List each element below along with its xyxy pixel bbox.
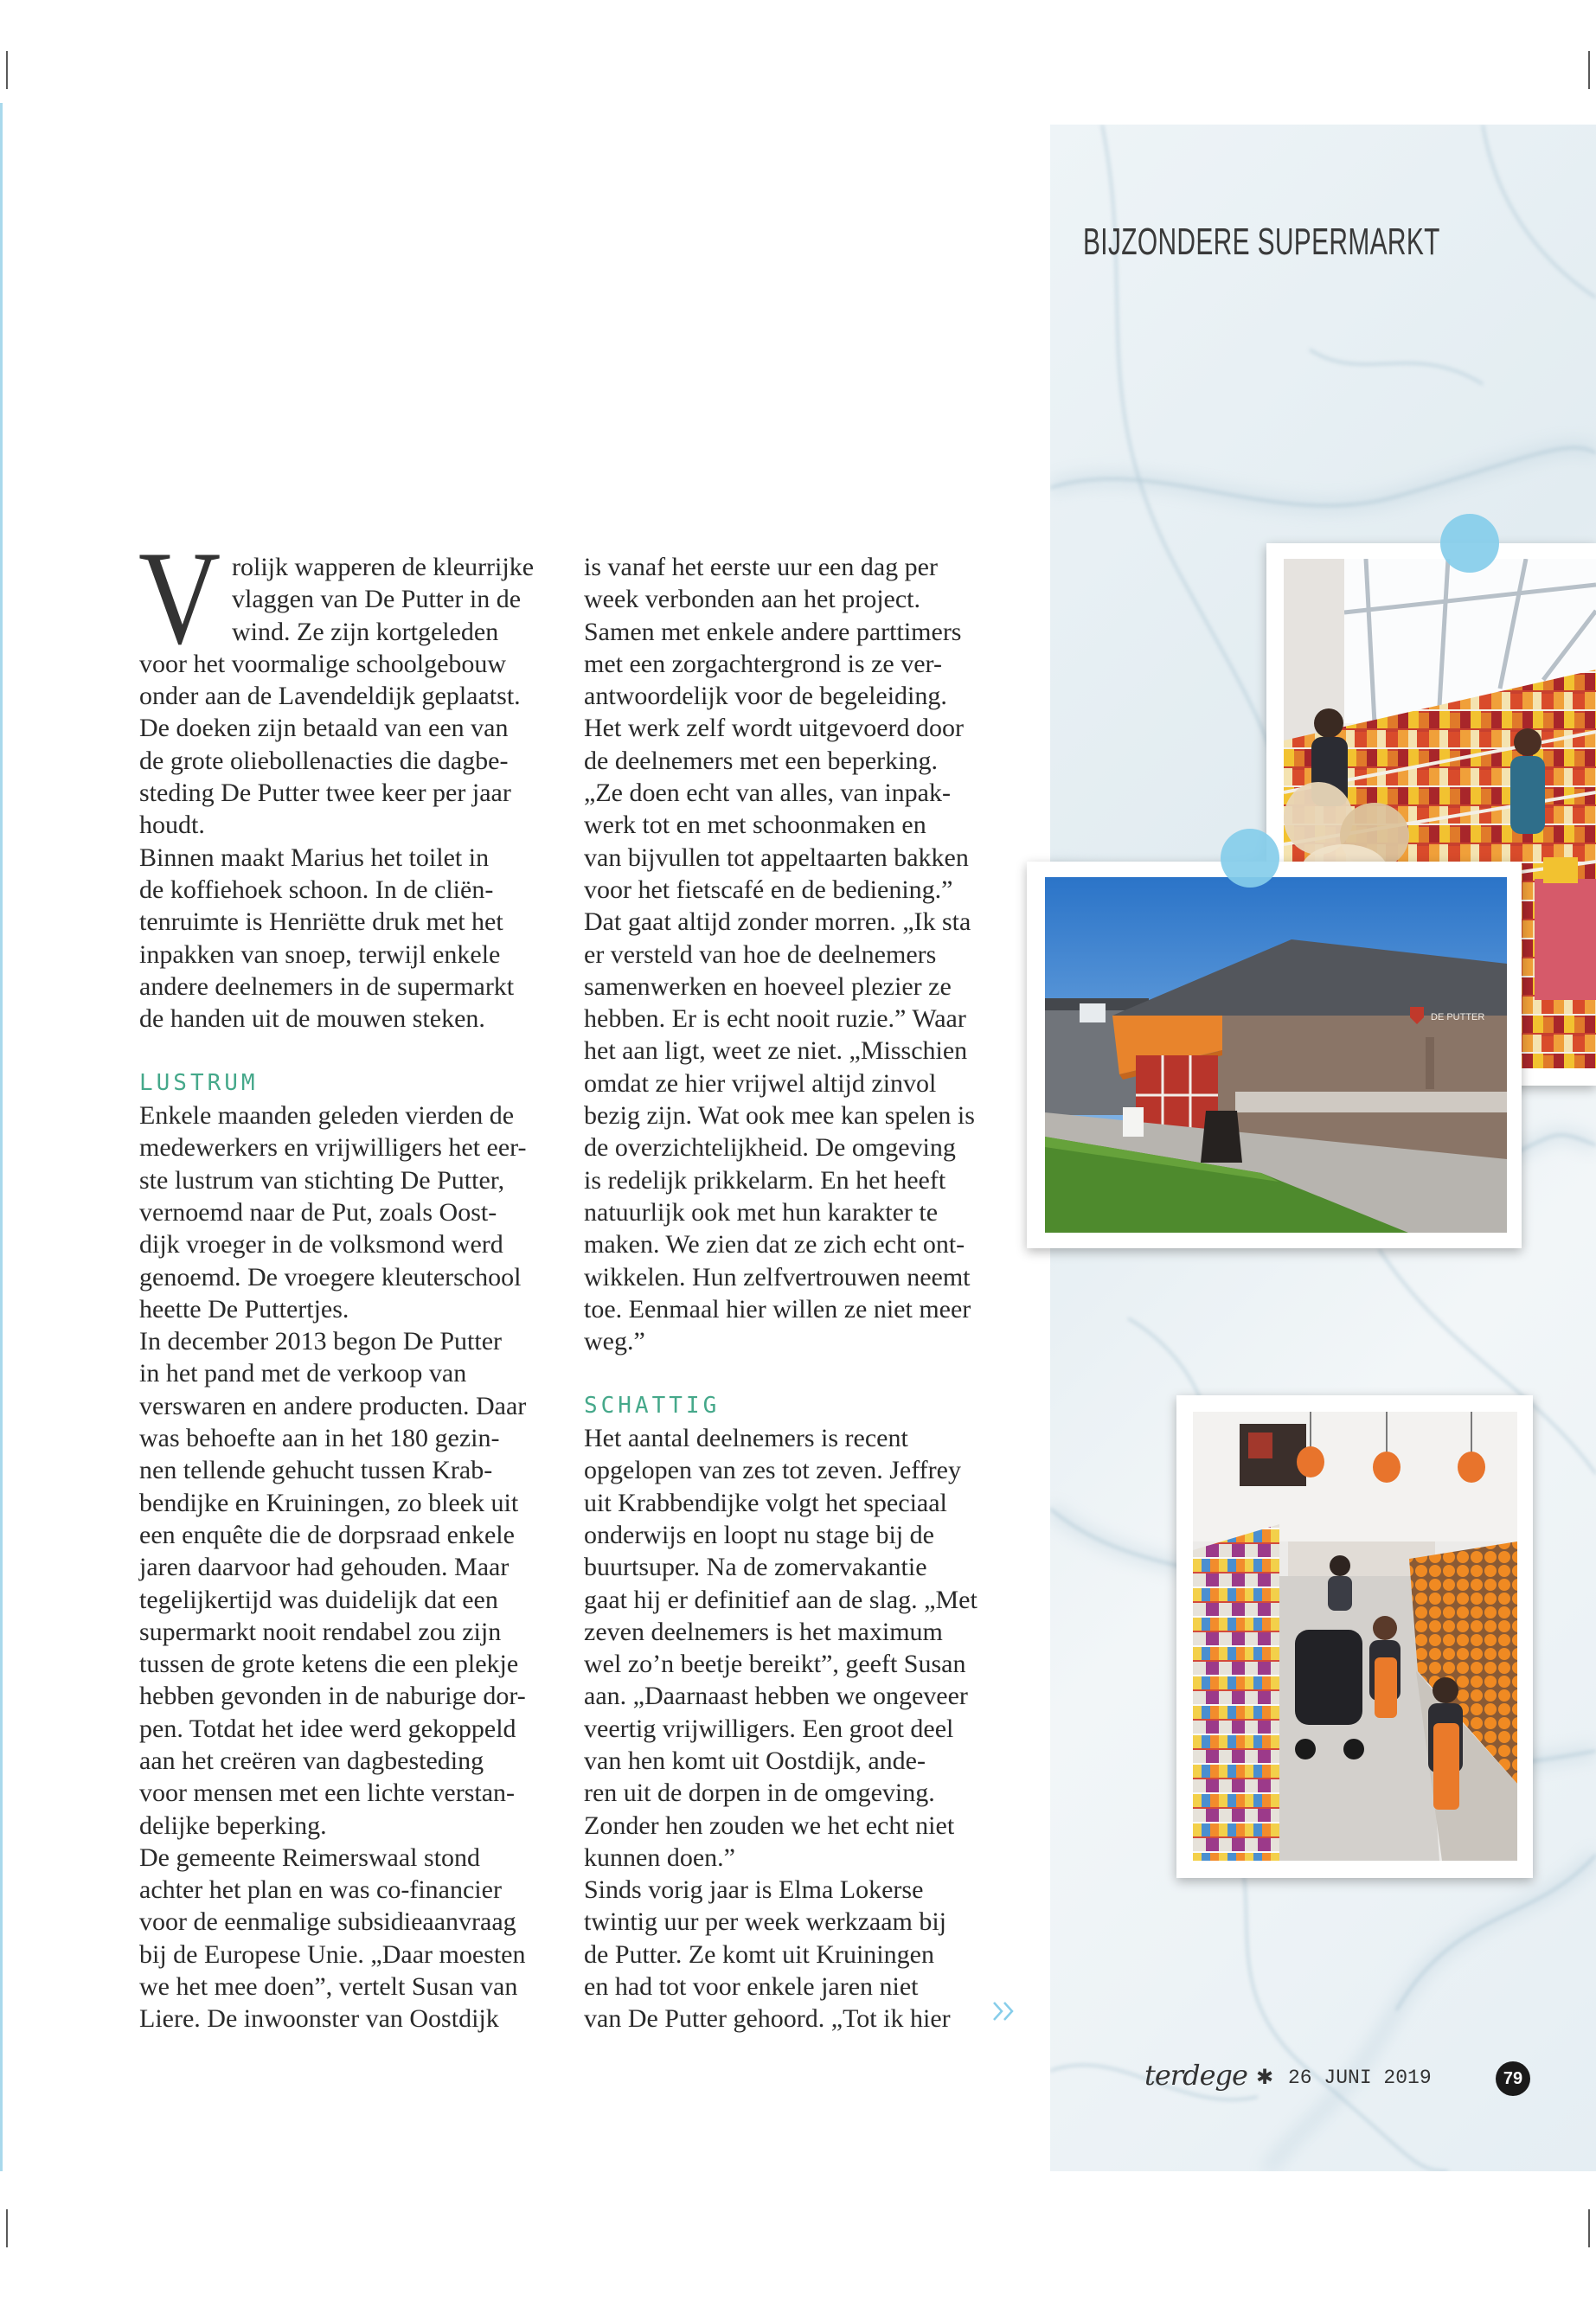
body-text-line: kunnen doen.”: [584, 1843, 735, 1872]
body-text-line: ste lustrum van stichting De Putter,: [139, 1165, 505, 1195]
body-text-line: ren uit de dorpen in de omgeving.: [584, 1779, 935, 1808]
article-column-1: [138, 523, 542, 2035]
body-text-line: De doeken zijn betaald van een van: [139, 714, 509, 743]
crop-mark-top-left: [6, 51, 8, 89]
body-text-line: er versteld van hoe de deelnemers: [584, 939, 937, 969]
accent-dot: [1440, 514, 1499, 573]
body-text-line: samenwerken en hoeveel plezier ze: [584, 971, 952, 1001]
body-text-line: bezig zijn. Wat ook mee kan spelen is: [584, 1101, 975, 1131]
crop-mark-bottom-left: [6, 2209, 8, 2247]
body-text-line: delijke beperking.: [139, 1811, 327, 1840]
body-text-line: opgelopen van zes tot zeven. Jeffrey: [584, 1456, 961, 1485]
body-text-line: een enquête die de dorpsraad enkele: [139, 1520, 515, 1549]
body-text-line: veertig vrijwilligers. Een groot deel: [584, 1714, 954, 1743]
paragraph-gap: [584, 1357, 990, 1389]
crop-mark-top-right: [1588, 51, 1590, 89]
body-text-line: de Putter. Ze komt uit Kruiningen: [584, 1939, 934, 1969]
subheading-lustrum: LUSTRUM: [139, 1069, 259, 1096]
body-text-line: Sinds vorig jaar is Elma Lokerse: [584, 1875, 924, 1905]
body-text-line: natuurlijk ook met hun karakter te: [584, 1197, 939, 1227]
page-number: 79: [1496, 2061, 1530, 2096]
building-sign-text: DE PUTTER: [1431, 1012, 1485, 1022]
body-text-line: het aan ligt, weet ze niet. „Misschien: [584, 1036, 968, 1066]
accent-dot: [1221, 829, 1279, 888]
body-text-line: aan. „Daarnaast hebben we ongeveer: [584, 1682, 968, 1711]
body-text-line: vlaggen van De Putter in de: [232, 585, 522, 614]
body-text-line: supermarkt nooit rendabel zou zijn: [139, 1617, 502, 1646]
body-text-line: Binnen maakt Marius het toilet in: [139, 843, 490, 872]
body-text-line: de grote oliebollenacties die dagbe-: [139, 746, 509, 775]
body-text-line: Liere. De inwoonster van Oostdijk: [139, 2004, 499, 2034]
body-text-line: we het mee doen”, vertelt Susan van: [139, 1972, 518, 2002]
body-text-line: bendijke en Kruiningen, zo bleek uit: [139, 1488, 519, 1517]
body-text-line: week verbonden aan het project.: [584, 585, 920, 614]
body-text-line: van bijvullen tot appeltaarten bakken: [584, 843, 969, 872]
body-text-line: is vanaf het eerste uur een dag per: [584, 553, 938, 581]
body-text-line: steding De Putter twee keer per jaar: [139, 779, 511, 808]
body-text-line: Dat gaat altijd zonder morren. „Ik sta: [584, 907, 971, 937]
body-text-line: voor het voormalige schoolgebouw: [139, 649, 507, 678]
photo-building-exterior: [1027, 862, 1522, 1248]
body-text-line: wind. Ze zijn kortgeleden: [232, 617, 499, 646]
body-text-line: maken. We zien dat ze zich echt ont-: [584, 1230, 965, 1259]
body-text-line: werk tot en met schoonmaken en: [584, 811, 926, 840]
column-2-body-text: [584, 1422, 990, 2035]
magazine-name: terdege: [1144, 2059, 1247, 2092]
page-edge-rule: [0, 103, 3, 2171]
body-text-line: Enkele maanden geleden vierden de: [139, 1101, 515, 1131]
body-text-line: voor het fietscafé en de bediening.”: [584, 875, 953, 904]
body-text-line: in het pand met de verkoop van: [139, 1359, 467, 1388]
body-text-line: met een zorgachtergrond is ze ver-: [584, 649, 942, 678]
body-text-line: wikkelen. Hun zelfvertrouwen neemt: [584, 1262, 971, 1292]
section-label: BIJZONDERE SUPERMARKT: [1083, 221, 1440, 263]
body-text-line: de deelnemers met een beperking.: [584, 746, 938, 775]
column-1-body-text: [139, 1099, 542, 2035]
body-text-line: omdat ze hier vrijwel altijd zinvol: [584, 1068, 937, 1098]
body-text-line: tussen de grote ketens die een plekje: [139, 1650, 519, 1679]
body-text-line: verswaren en andere producten. Daar: [139, 1391, 527, 1420]
body-text-line: achter het plan en was co-financier: [139, 1875, 502, 1905]
body-text-line: dijk vroeger in de volksmond werd: [139, 1230, 503, 1259]
body-text-line: vernoemd naar de Put, zoals Oost-: [139, 1197, 497, 1227]
body-text-line: andere deelnemers in de supermarkt: [139, 971, 515, 1001]
body-text-line: de koffiehoek schoon. In de cliën-: [139, 875, 494, 904]
body-text-line: aan het creëren van dagbesteding: [139, 1746, 484, 1775]
article-column-2: [584, 551, 990, 2035]
subheading-schattig: SCHATTIG: [584, 1392, 721, 1419]
body-text-line: De gemeente Reimerswaal stond: [139, 1843, 481, 1872]
issue-date: 26 JUNI 2019: [1288, 2067, 1432, 2089]
body-text-line: In december 2013 begon De Putter: [139, 1327, 503, 1356]
body-text-line: buurtsuper. Na de zomervakantie: [584, 1553, 927, 1582]
drop-cap: V: [138, 523, 221, 672]
body-text-line: toe. Eenmaal hier willen ze niet meer: [584, 1294, 971, 1324]
body-text-line: van hen komt uit Oostdijk, ande-: [584, 1746, 926, 1775]
body-text-line: onder aan de Lavendeldijk geplaatst.: [139, 682, 521, 711]
body-text-line: hebben gevonden in de naburige dor-: [139, 1682, 526, 1711]
body-text-line: zeven deelnemers is het maximum: [584, 1617, 943, 1646]
body-text-line: Samen met enkele andere parttimers: [584, 617, 962, 646]
photo-overhead-image: [1193, 1412, 1517, 1861]
body-text-line: Het aantal deelnemers is recent: [584, 1424, 908, 1453]
body-text-line: twintig uur per week werkzaam bij: [584, 1907, 947, 1937]
column-2-intro-text: [584, 551, 990, 1357]
body-text-line: voor mensen met een lichte verstan-: [139, 1779, 516, 1808]
body-text-line: Zonder hen zouden we het echt niet: [584, 1811, 955, 1840]
continue-chevrons-icon: [991, 1999, 1017, 2023]
body-text-line: is redelijk prikkelarm. En het heeft: [584, 1165, 946, 1195]
body-text-line: wel zo’n beetje bereikt”, geeft Susan: [584, 1650, 966, 1679]
body-text-line: hebben. Er is echt nooit ruzie.” Waar: [584, 1004, 966, 1034]
body-text-line: Het werk zelf wordt uitgevoerd door: [584, 714, 965, 743]
body-text-line: jaren daarvoor had gehouden. Maar: [139, 1553, 510, 1582]
body-text-line: uit Krabbendijke volgt het speciaal: [584, 1488, 947, 1517]
body-text-line: medewerkers en vrijwilligers het eer-: [139, 1133, 527, 1163]
body-text-line: inpakken van snoep, terwijl enkele: [139, 939, 501, 969]
body-text-line: heette De Puttertjes.: [139, 1294, 349, 1324]
paragraph-gap: [139, 1035, 542, 1067]
body-text-line: genoemd. De vroegere kleuterschool: [139, 1262, 522, 1292]
crop-mark-bottom-right: [1588, 2209, 1590, 2247]
footer-separator-star: ✱: [1256, 2065, 1274, 2089]
body-text-line: pen. Totdat het idee werd gekoppeld: [139, 1714, 516, 1743]
body-text-line: bij de Europese Unie. „Daar moesten: [139, 1939, 526, 1969]
body-text-line: „Ze doen echt van alles, van inpak-: [584, 779, 951, 808]
body-text-line: de handen uit de mouwen steken.: [139, 1004, 485, 1034]
body-text-line: tegelijkertijd was duidelijk dat een: [139, 1585, 498, 1614]
photo-supermarket-overhead: [1176, 1395, 1533, 1878]
body-text-line: van De Putter gehoord. „Tot ik hier: [584, 2004, 951, 2034]
body-text-line: tenruimte is Henriëtte druk met het: [139, 907, 503, 937]
body-text-line: nen tellende gehucht tussen Krab-: [139, 1456, 493, 1485]
body-text-line: voor de eenmalige subsidieaanvraag: [139, 1907, 516, 1937]
body-text-line: houdt.: [139, 811, 205, 840]
body-text-line: de overzichtelijkheid. De omgeving: [584, 1133, 956, 1163]
body-text-line: onderwijs en loopt nu stage bij de: [584, 1520, 934, 1549]
body-text-line: gaat hij er definitief aan de slag. „Met: [584, 1585, 977, 1614]
body-text-line: rolijk wapperen de kleurrijke: [232, 553, 535, 581]
body-text-line: antwoordelijk voor de begeleiding.: [584, 682, 947, 711]
photo-exterior-image: [1045, 877, 1507, 1233]
body-text-line: weg.”: [584, 1327, 645, 1356]
body-text-line: was behoefte aan in het 180 gezin-: [139, 1424, 500, 1453]
body-text-line: en had tot voor enkele jaren niet: [584, 1972, 919, 2002]
